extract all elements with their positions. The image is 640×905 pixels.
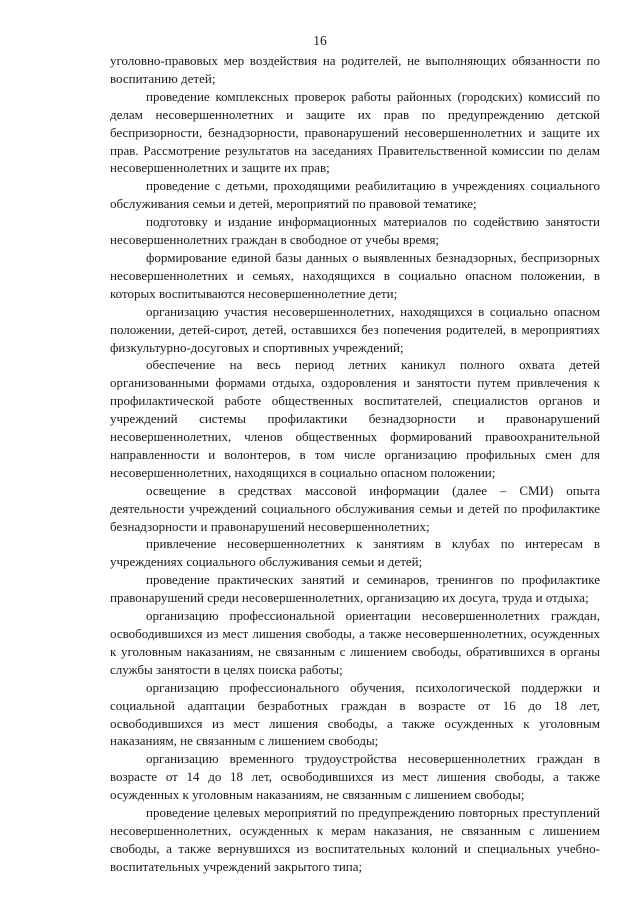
paragraph: организацию профессиональной ориентации несовершеннолетних граждан, освободившихся из мест лишения свободы, а также несовершеннолетних, осужденных к уголовным наказаниям, не связанным с лишением свободы, обратившихся в органы службы занятости в целях поиска работы; bbox=[110, 608, 600, 677]
paragraph-continuation: уголовно-правовых мер воздействия на родителей, не выполняющих обязанности по воспитанию детей; bbox=[110, 53, 600, 86]
paragraph: проведение с детьми, проходящими реабилитацию в учреждениях социального обслуживания семьи и детей, мероприятий по правовой тематике; bbox=[110, 178, 600, 212]
paragraph: освещение в средствах массовой информации (далее – СМИ) опыта деятельности учреждений социального обслуживания семьи и детей по профилактике безнадзорности и правонарушений несовершеннолетних; bbox=[110, 482, 600, 534]
paragraph: подготовку и издание информационных материалов по содействию занятости несовершеннолетних граждан в свободное от учебы время; bbox=[110, 214, 600, 248]
paragraph: организацию участия несовершеннолетних, находящихся в социально опасном положении, детей-сирот, детей, оставшихся без попечения родителей, в мероприятиях физкультурно-досуговых и спортивных учреждений; bbox=[110, 303, 600, 355]
paragraph: привлечение несовершеннолетних к занятиям в клубах по интересам в учреждениях социального обслуживания семьи и детей; bbox=[110, 536, 600, 570]
page-number: 16 bbox=[313, 33, 327, 48]
document-body bbox=[110, 52, 600, 876]
paragraph: проведение комплексных проверок работы районных (городских) комиссий по делам несовершеннолетних и защите их прав по предупреждению детской беспризорности, безнадзорности, правонарушений несовершеннолетних и защите их прав. Рассмотрение результатов на заседаниях Правительственной комиссии по делам несовершеннолетних и защите их прав; bbox=[110, 88, 600, 176]
paragraph: проведение практических занятий и семинаров, тренингов по профилактике правонарушений среди несовершеннолетних, организацию их досуга, труда и отдыха; bbox=[110, 572, 600, 606]
paragraph: проведение целевых мероприятий по предупреждению повторных преступлений несовершеннолетних, осужденных к мерам наказания, не связанным с лишением свободы, а также вернувшихся из воспитательных колоний и специальных учебно-воспитательных учреждений закрытого типа; bbox=[110, 805, 600, 874]
paragraph: организацию временного трудоустройства несовершеннолетних граждан в возрасте от 14 до 18 лет, освободившихся из мест лишения свободы, а также осужденных к уголовным наказаниям, не связанным с лишением свободы; bbox=[110, 751, 600, 803]
paragraph: организацию профессионального обучения, психологической поддержки и социальной адаптации безработных граждан в возрасте от 16 до 18 лет, освободившихся из мест лишения свободы, а также осужденных к уголовным наказаниям, не связанным с лишением свободы; bbox=[110, 679, 600, 749]
paragraph: обеспечение на весь период летних каникул полного охвата детей организованными формами отдыха, оздоровления и занятости путем привлечения к профилактической работе общественных воспитателей, специалистов органов и учреждений системы профилактики безнадзорности и правонарушений несовершеннолетних, членов общественных формирований правоохранительной направленности и волонтеров, в том числе организацию профильных смен для несовершеннолетних, находящихся в социально опасном положении; bbox=[110, 357, 600, 480]
paragraph: формирование единой базы данных о выявленных безнадзорных, беспризорных несовершеннолетних и семьях, находящихся в социально опасном положении, в которых воспитываются несовершеннолетние дети; bbox=[110, 249, 600, 301]
